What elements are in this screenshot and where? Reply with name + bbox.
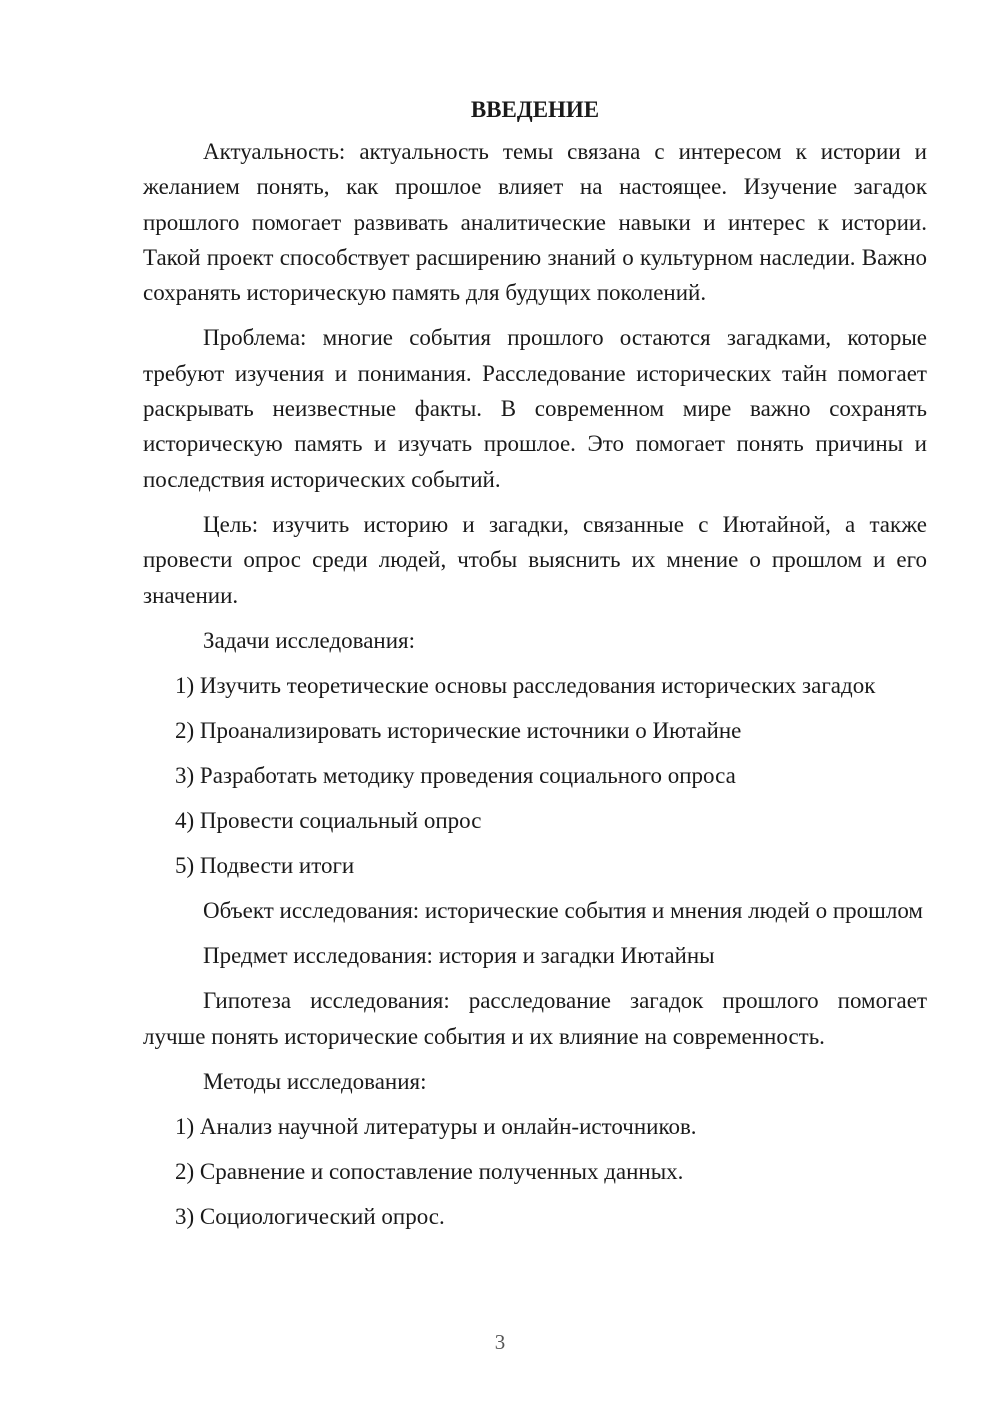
subject-paragraph: Предмет исследования: история и загадки Иютайны — [203, 943, 715, 969]
document-page — [143, 92, 927, 1244]
hypothesis-paragraph: Гипотеза исследования: расследование загадок прошлого помогает лучше понять исторические события и их влияние на современность. — [143, 988, 927, 1049]
page-title: ВВЕДЕНИЕ — [470, 97, 600, 122]
list-item: 4) Провести социальный опрос — [175, 807, 482, 833]
tasks-list — [143, 668, 927, 883]
tasks-label: Задачи исследования: — [203, 627, 416, 653]
problem-paragraph: Проблема: многие события прошлого остаются загадками, которые требуют изучения и понимания. Расследование исторических тайн помогает раскрывать неизвестные факты. В современном мире важно сохранять историческую память и изучать прошлое. Это помогает понять причины и последствия исторических событий. — [143, 325, 927, 492]
list-item: 5) Подвести итоги — [175, 852, 355, 878]
list-item: 3) Социологический опрос. — [175, 1204, 445, 1230]
object-paragraph: Объект исследования: исторические события и мнения людей о прошлом — [203, 897, 923, 923]
list-item: 1) Анализ научной литературы и онлайн-источников. — [175, 1114, 697, 1140]
list-item: 3) Разработать методику проведения социального опроса — [175, 762, 736, 788]
page-number: 3 — [494, 1330, 506, 1354]
list-item: 2) Сравнение и сопоставление полученных данных. — [175, 1159, 684, 1185]
list-item: 1) Изучить теоретические основы расследования исторических загадок — [175, 672, 876, 698]
relevance-paragraph: Актуальность: актуальность темы связана с интересом к истории и желанием понять, как прошлое влияет на настоящее. Изучение загадок прошлого помогает развивать аналитические навыки и интерес к истории. Такой проект способствует расширению знаний о культурном наследии. Важно сохранять историческую память для будущих поколений. — [143, 139, 927, 306]
methods-list — [143, 1109, 927, 1234]
goal-paragraph: Цель: изучить историю и загадки, связанные с Иютайной, а также провести опрос среди людей, чтобы выяснить их мнение о прошлом и его значении. — [143, 511, 927, 608]
methods-label: Методы исследования: — [203, 1069, 427, 1095]
list-item: 2) Проанализировать исторические источники о Иютайне — [175, 717, 742, 743]
